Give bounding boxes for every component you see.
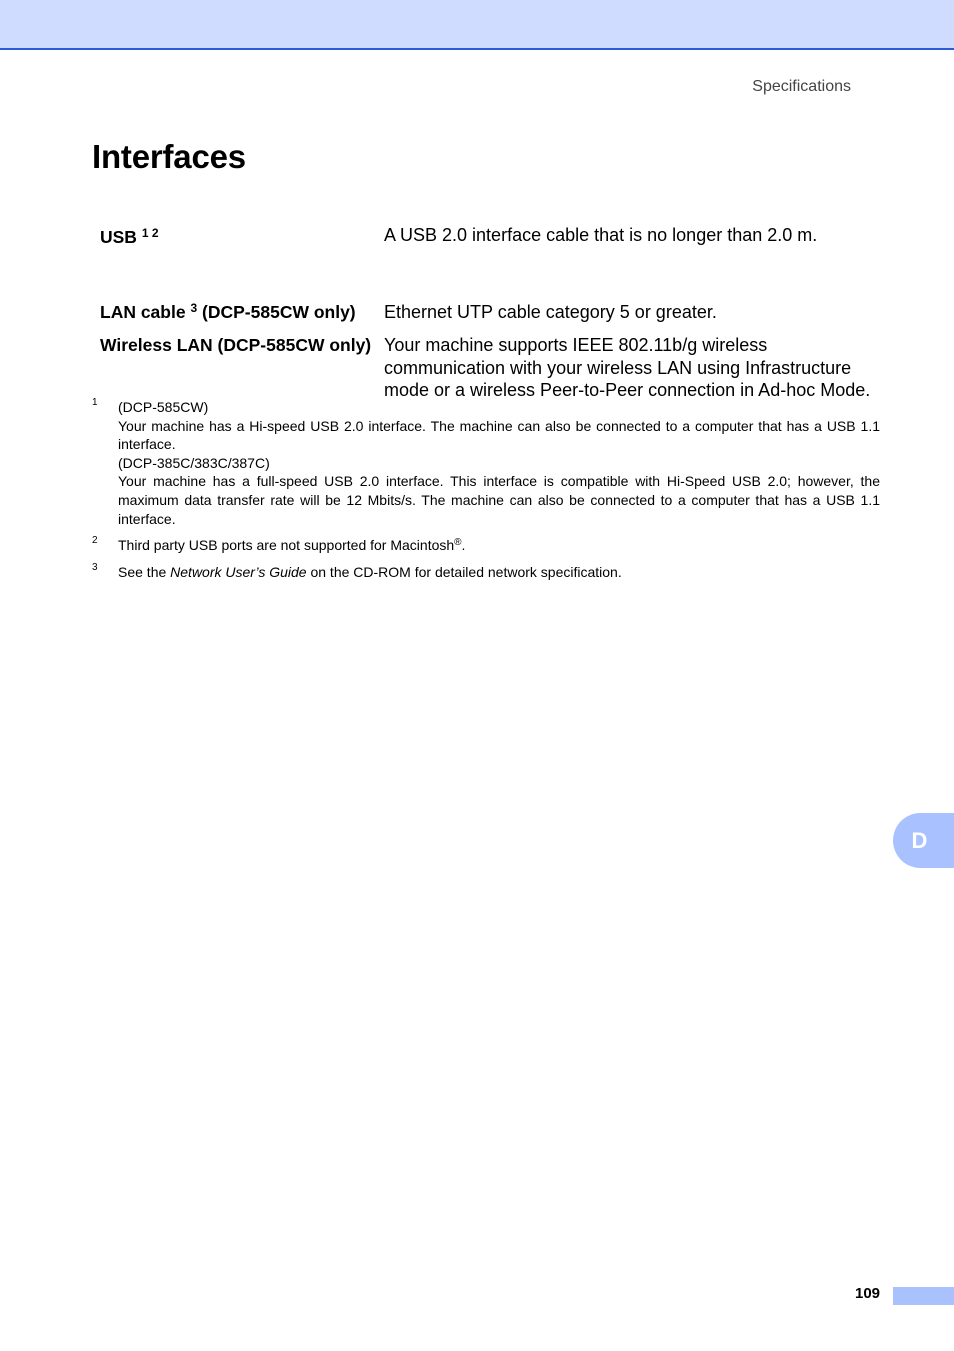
running-header: Specifications bbox=[752, 78, 851, 95]
footnote-number: 3 bbox=[92, 561, 98, 573]
spec-description: Your machine supports IEEE 802.11b/g wireless communication with your wireless LAN using Infrastructure mode or a wireless Peer-to-Peer connection in Ad-hoc Mode. bbox=[384, 335, 871, 400]
footnote-ref[interactable]: 1 2 bbox=[141, 226, 159, 240]
footnote-number: 1 bbox=[92, 397, 98, 408]
spec-description: Ethernet UTP cable category 5 or greater. bbox=[384, 302, 717, 322]
footnote-ref[interactable]: 3 bbox=[190, 301, 198, 315]
spec-row-lan-cable bbox=[92, 263, 882, 334]
spec-term: USB $^{1 2}$ bbox=[100, 226, 159, 247]
footnote-line: Third party USB ports are not supported for Macintosh®. bbox=[118, 537, 466, 554]
page-number-band bbox=[893, 1287, 954, 1305]
footnote-2 bbox=[92, 536, 880, 555]
registered-mark: ® bbox=[454, 537, 462, 549]
footnote-line: (DCP-585CW) bbox=[118, 399, 209, 415]
chapter-tab[interactable]: D bbox=[893, 813, 954, 868]
spec-row-usb bbox=[92, 222, 882, 263]
spec-description: A USB 2.0 interface cable that is no longer than 2.0 m. bbox=[384, 225, 818, 245]
footnote-line: See the Network User’s Guide on the CD-ROM for detailed network specification. bbox=[118, 563, 622, 580]
spec-term: LAN cable $^3$ (DCP-585CW only) bbox=[100, 301, 356, 322]
footnote-3 bbox=[92, 563, 880, 582]
footnote-line: Your machine has a full-speed USB 2.0 interface. This interface is compatible with Hi-Speed USB 2.0; however, the maximum data transfer rate will be 12 Mbits/s. The machine can also be connected to a computer that has a USB 1.1 interface. bbox=[118, 473, 880, 527]
footnote-1 bbox=[92, 398, 880, 528]
page-title: Interfaces bbox=[92, 138, 246, 175]
spec-row-wireless-lan bbox=[92, 334, 882, 402]
footnote-line: (DCP-385C/383C/387C) bbox=[118, 454, 270, 471]
page-number: 109 bbox=[855, 1285, 881, 1302]
guide-title: Network User’s Guide bbox=[170, 563, 307, 580]
footnote-line: Your machine has a Hi-speed USB 2.0 interface. The machine can also be connected to a computer that has a USB 1.1 interface. bbox=[118, 417, 880, 453]
interfaces-spec-table bbox=[92, 222, 882, 402]
spec-term: Wireless LAN (DCP-585CW only) bbox=[100, 335, 372, 355]
top-header-band bbox=[0, 0, 954, 50]
footnotes bbox=[92, 398, 880, 589]
footnote-number: 2 bbox=[92, 535, 98, 547]
